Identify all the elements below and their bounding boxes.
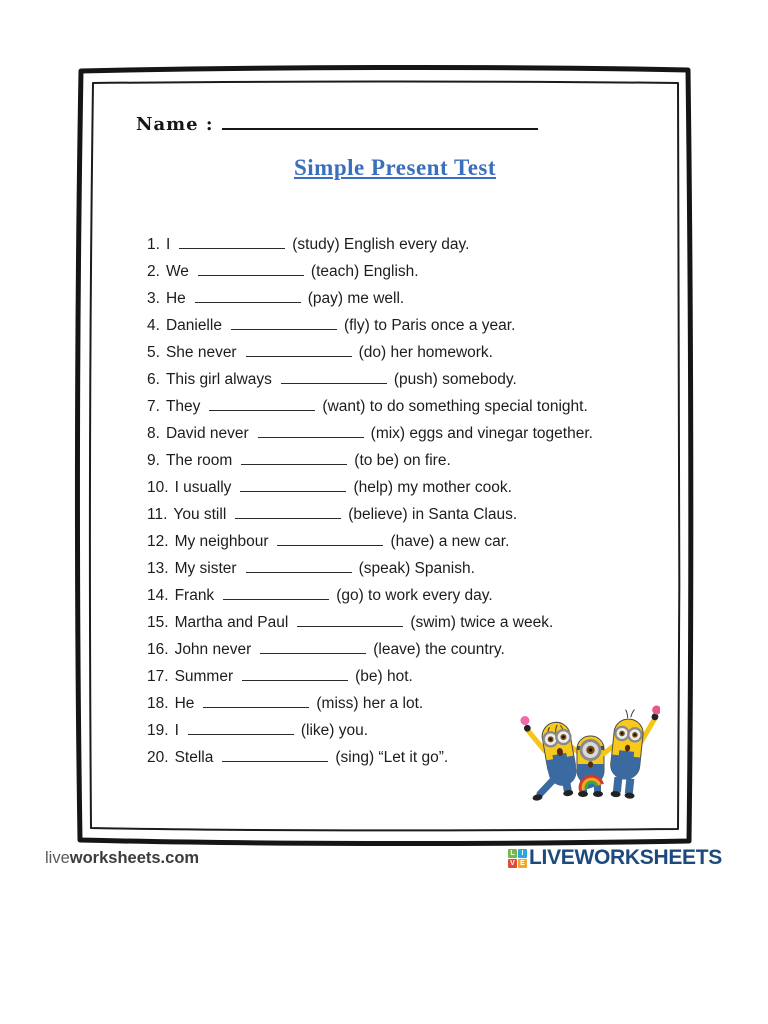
question-text-before-blank: He — [174, 695, 195, 712]
question-text-after-blank: (to be) on fire. — [354, 452, 451, 469]
question-text-after-blank: (swim) twice a week. — [410, 614, 554, 631]
question-text-before-blank: My sister — [174, 560, 237, 577]
question-row — [147, 393, 593, 420]
question-text-after-blank: (pay) me well. — [307, 290, 405, 307]
answer-blank[interactable] — [209, 398, 315, 411]
answer-blank[interactable] — [246, 344, 352, 357]
question-text-after-blank: (believe) in Santa Claus. — [348, 506, 518, 523]
question-text-after-blank: (help) my mother cook. — [353, 479, 512, 496]
question-row — [147, 339, 593, 366]
question-row — [147, 258, 593, 285]
site-text-bold: worksheets.com — [69, 849, 200, 867]
question-row — [147, 663, 593, 690]
question-number: 4. — [147, 317, 160, 334]
question-text-before-blank: David never — [165, 425, 249, 442]
brand-name: LIVEWORKSHEETS — [529, 846, 722, 869]
answer-blank[interactable] — [195, 290, 301, 303]
site-text-light: live — [45, 849, 70, 867]
question-text-after-blank: (like) you. — [300, 722, 369, 739]
question-number: 1. — [147, 236, 160, 253]
answer-blank[interactable] — [231, 317, 337, 330]
logo-cell-e: E — [518, 859, 527, 868]
question-row — [147, 366, 593, 393]
question-text-before-blank: You still — [173, 506, 227, 523]
question-text-before-blank: Summer — [174, 668, 234, 685]
answer-blank[interactable] — [277, 533, 383, 546]
question-text-after-blank: (go) to work every day. — [336, 587, 493, 604]
question-text-after-blank: (mix) eggs and vinegar together. — [370, 425, 593, 442]
question-text-before-blank: Martha and Paul — [174, 614, 289, 631]
question-number: 15. — [147, 614, 169, 631]
question-number: 12. — [147, 533, 169, 550]
question-text-before-blank: Frank — [174, 587, 215, 604]
question-row — [147, 582, 593, 609]
question-number: 18. — [147, 695, 169, 712]
question-number: 16. — [147, 641, 169, 658]
answer-blank[interactable] — [203, 695, 309, 708]
question-text-after-blank: (sing) “Let it go”. — [335, 749, 449, 766]
question-number: 6. — [147, 371, 160, 388]
answer-blank[interactable] — [260, 641, 366, 654]
answer-blank[interactable] — [246, 560, 352, 573]
answer-blank[interactable] — [240, 479, 346, 492]
question-number: 5. — [147, 344, 160, 361]
question-text-before-blank: I — [174, 722, 179, 739]
minions-image — [520, 698, 660, 806]
question-text-before-blank: This girl always — [165, 371, 272, 388]
question-text-before-blank: They — [165, 398, 201, 415]
question-text-before-blank: We — [165, 263, 189, 280]
answer-blank[interactable] — [223, 587, 329, 600]
answer-blank[interactable] — [222, 749, 328, 762]
question-text-after-blank: (miss) her a lot. — [316, 695, 424, 712]
question-number: 7. — [147, 398, 160, 415]
question-text-after-blank: (want) to do something special tonight. — [322, 398, 588, 415]
answer-blank[interactable] — [297, 614, 403, 627]
question-number: 10. — [147, 479, 169, 496]
logo-cell-i: I — [518, 849, 527, 858]
question-text-before-blank: The room — [165, 452, 233, 469]
question-row — [147, 501, 593, 528]
question-text-after-blank: (do) her homework. — [358, 344, 493, 361]
answer-blank[interactable] — [258, 425, 364, 438]
question-text-before-blank: My neighbour — [174, 533, 269, 550]
question-text-after-blank: (fly) to Paris once a year. — [343, 317, 516, 334]
question-text-after-blank: (leave) the country. — [373, 641, 505, 658]
question-row — [147, 528, 593, 555]
liveworksheets-grid-icon — [508, 849, 527, 868]
answer-blank[interactable] — [242, 668, 348, 681]
question-text-before-blank: Stella — [174, 749, 214, 766]
answer-blank[interactable] — [235, 506, 341, 519]
question-row — [147, 474, 593, 501]
question-text-before-blank: She never — [165, 344, 237, 361]
liveworksheets-logo[interactable] — [508, 845, 722, 871]
question-number: 11. — [147, 506, 168, 523]
question-number: 17. — [147, 668, 169, 685]
question-row — [147, 636, 593, 663]
question-text-after-blank: (teach) English. — [310, 263, 419, 280]
question-row — [147, 609, 593, 636]
question-number: 19. — [147, 722, 169, 739]
question-list — [147, 231, 593, 771]
question-text-before-blank: I — [165, 236, 171, 253]
question-row — [147, 231, 593, 258]
logo-cell-l: L — [508, 849, 517, 858]
name-row — [136, 114, 538, 135]
page-title: Simple Present Test — [293, 155, 497, 180]
question-row — [147, 555, 593, 582]
answer-blank[interactable] — [188, 722, 294, 735]
question-row — [147, 285, 593, 312]
answer-blank[interactable] — [241, 452, 347, 465]
question-number: 2. — [147, 263, 160, 280]
logo-cell-v: V — [508, 859, 517, 868]
question-number: 9. — [147, 452, 160, 469]
question-text-after-blank: (be) hot. — [355, 668, 413, 685]
question-number: 8. — [147, 425, 160, 442]
question-text-before-blank: Danielle — [165, 317, 222, 334]
question-number: 20. — [147, 749, 169, 766]
answer-blank[interactable] — [179, 236, 285, 249]
question-number: 14. — [147, 587, 169, 604]
name-blank[interactable] — [222, 116, 538, 130]
question-row — [147, 420, 593, 447]
question-number: 13. — [147, 560, 169, 577]
answer-blank[interactable] — [281, 371, 387, 384]
site-link[interactable] — [45, 849, 199, 868]
question-number: 3. — [147, 290, 160, 307]
question-row — [147, 447, 593, 474]
question-text-after-blank: (push) somebody. — [393, 371, 517, 388]
question-row — [147, 312, 593, 339]
answer-blank[interactable] — [198, 263, 304, 276]
question-text-after-blank: (speak) Spanish. — [358, 560, 475, 577]
question-text-after-blank: (have) a new car. — [390, 533, 510, 550]
question-text-before-blank: He — [165, 290, 186, 307]
name-label: Name : — [136, 114, 214, 135]
question-text-before-blank: John never — [174, 641, 252, 658]
question-text-before-blank: I usually — [174, 479, 232, 496]
question-text-after-blank: (study) English every day. — [292, 236, 470, 253]
